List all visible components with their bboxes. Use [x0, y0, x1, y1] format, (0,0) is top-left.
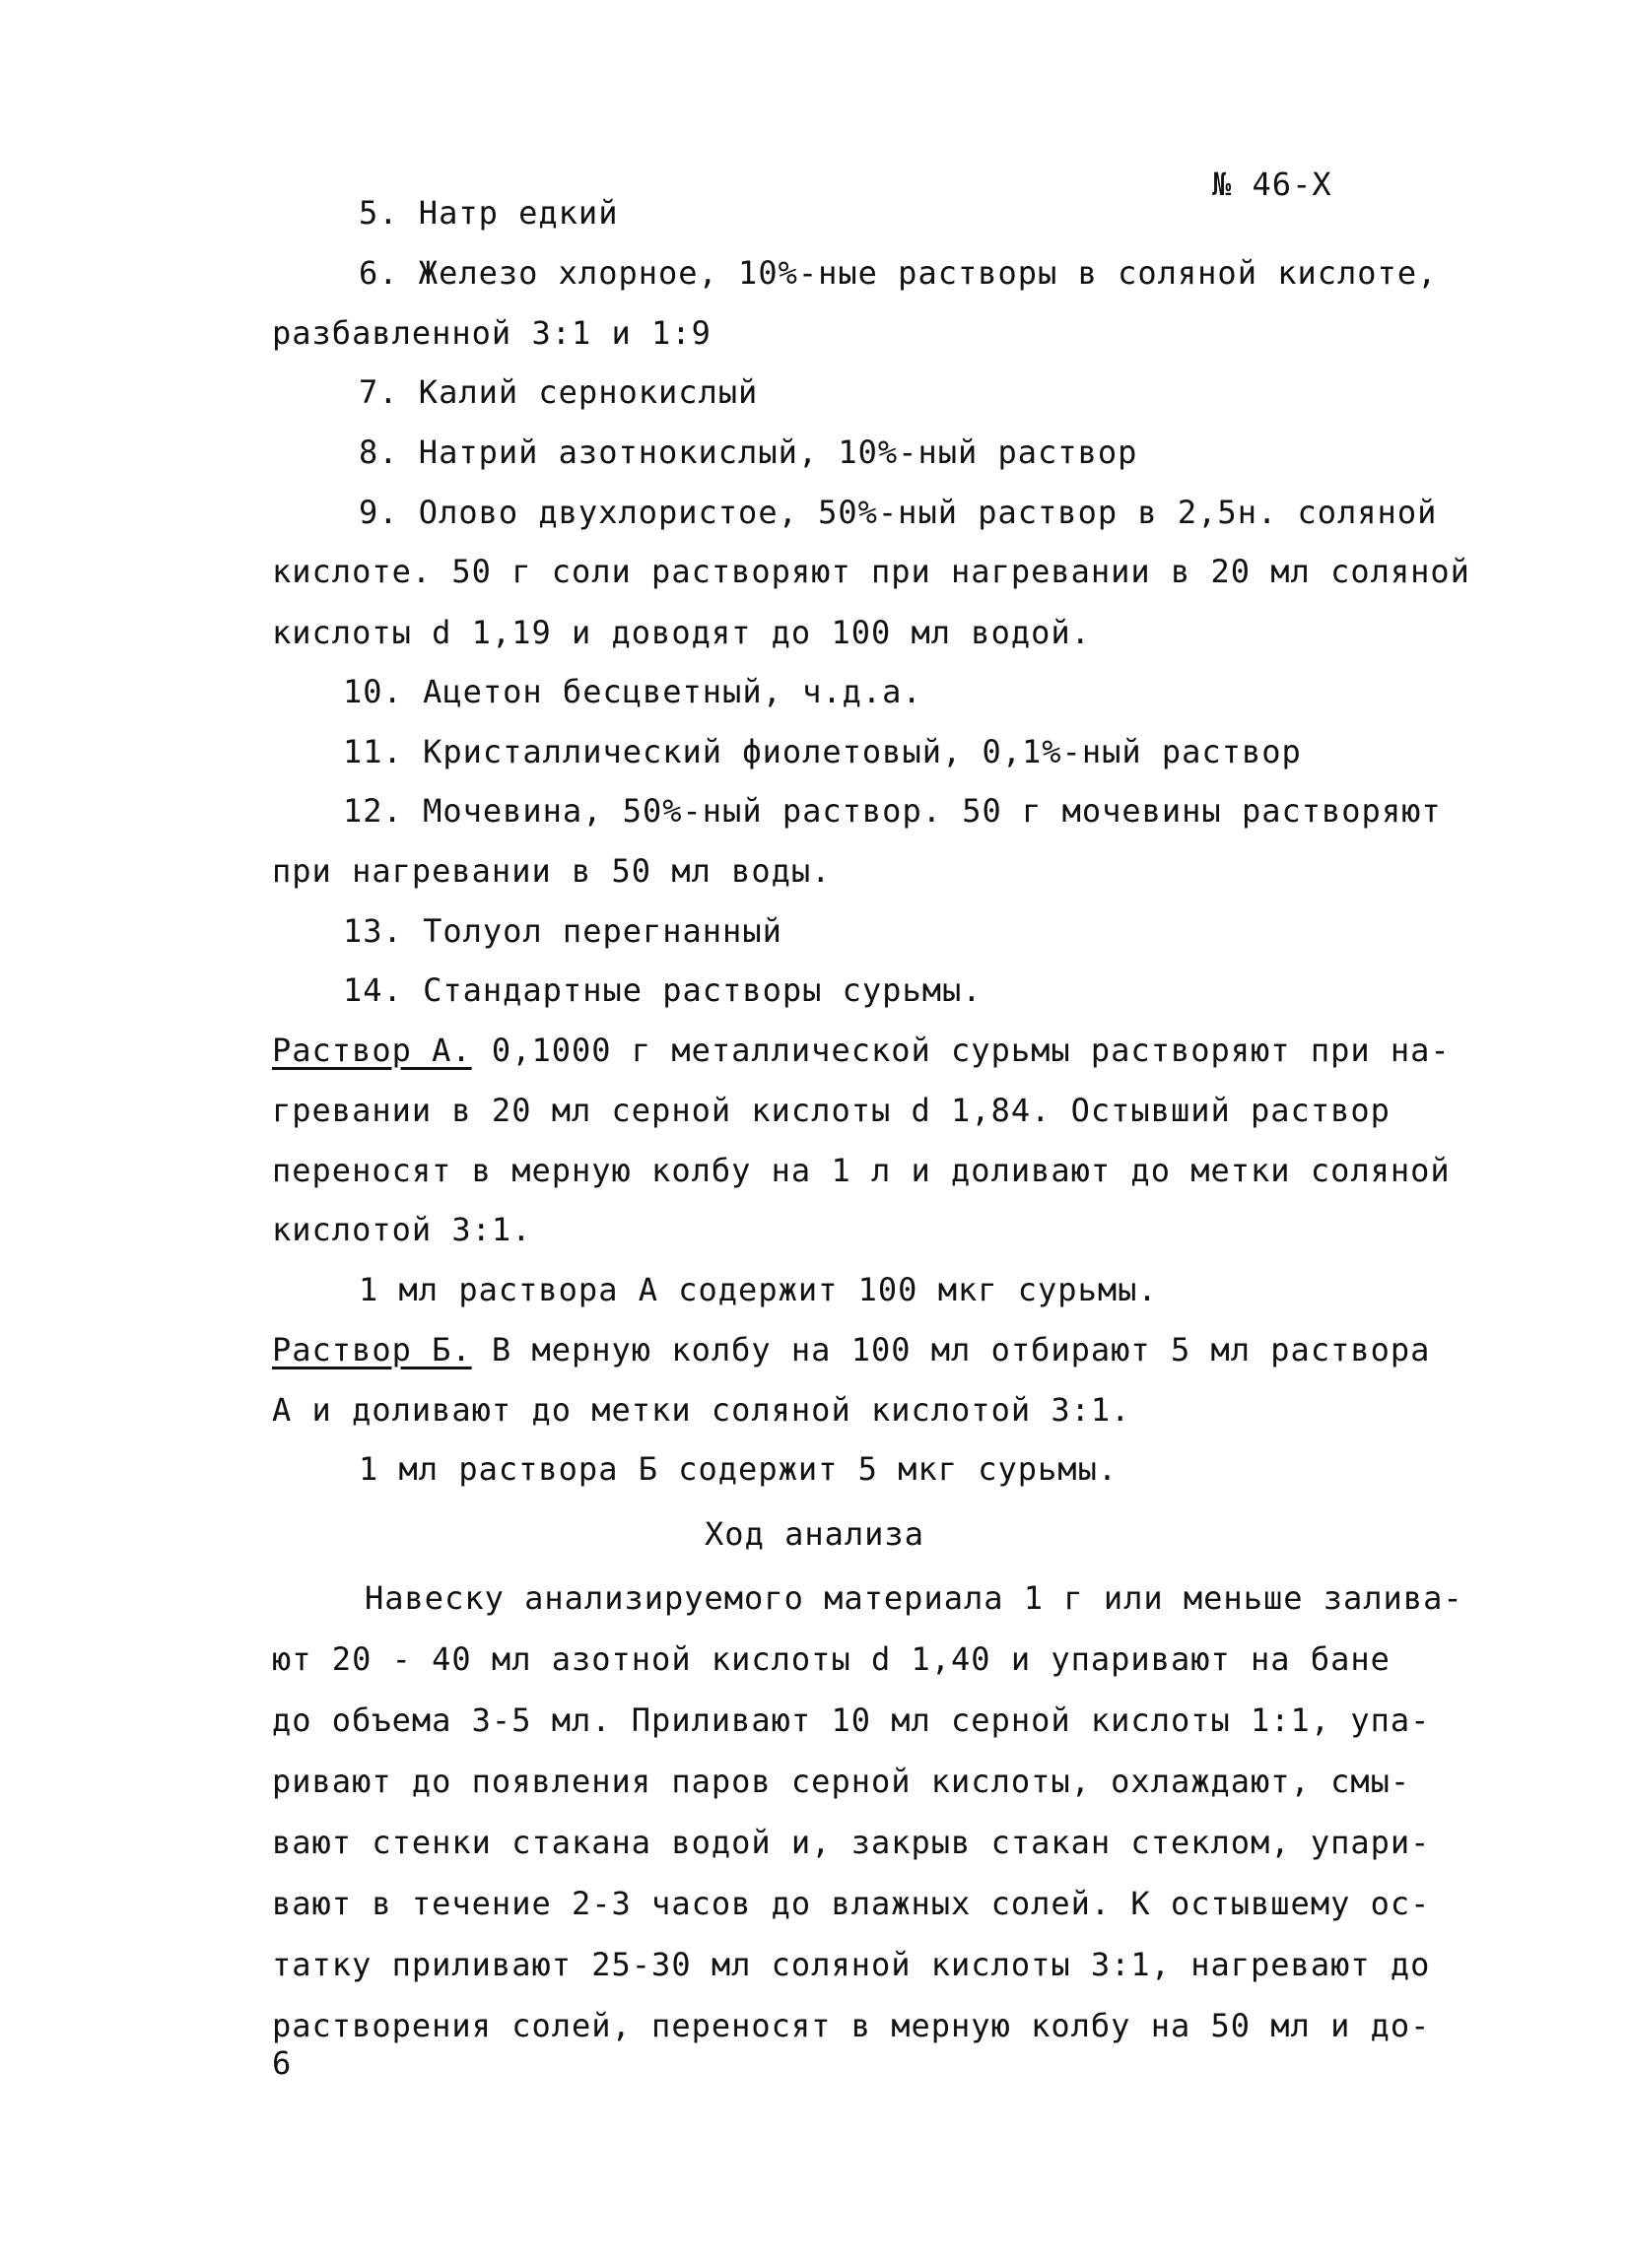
- item-number: 6.: [359, 254, 399, 292]
- solution-b-note: 1 мл раствора Б содержит 5 мкг сурьмы.: [359, 1450, 1119, 1488]
- item-text: Ацетон бесцветный, ч.д.а.: [423, 673, 922, 710]
- page-number: 6: [272, 2044, 292, 2082]
- item-number: 14.: [343, 971, 403, 1009]
- solution-a-line-3: переносят в мерную колбу на 1 л и доливают до метки соляной: [272, 1152, 1451, 1189]
- list-item-9-continuation-2: кислоты d 1,19 и доводят до 100 мл водой.: [272, 614, 1091, 651]
- item-text: Натрий азотнокислый, 10%-ный раствор: [418, 434, 1138, 471]
- solution-b-label: Раствор Б.: [272, 1331, 472, 1368]
- item-number: 13.: [343, 912, 403, 950]
- list-item-12-continuation: при нагревании в 50 мл воды.: [272, 852, 832, 890]
- solution-a-line-4: кислотой 3:1.: [272, 1211, 532, 1248]
- analysis-line-5: вают стенки стакана водой и, закрыв стакан стеклом, упари-: [272, 1824, 1431, 1861]
- item-text: Стандартные растворы сурьмы.: [423, 971, 983, 1009]
- analysis-line-6: вают в течение 2-3 часов до влажных солей. К остывшему ос-: [272, 1885, 1431, 1922]
- list-item-5: [359, 193, 618, 233]
- analysis-line-3: до объема 3-5 мл. Приливают 10 мл серной кислоты 1:1, упа-: [272, 1701, 1431, 1739]
- solution-b-paragraph: [272, 1330, 1430, 1369]
- list-item-8: [359, 433, 1137, 472]
- analysis-line-7: татку приливают 25-30 мл соляной кислоты 3:1, нагревают до: [272, 1946, 1431, 1983]
- list-item-13: [343, 911, 782, 951]
- list-item-6-continuation: разбавленной 3:1 и 1:9: [272, 314, 712, 352]
- item-number: 11.: [343, 733, 403, 770]
- solution-b-line-2: А и доливают до метки соляной кислотой 3:1.: [272, 1391, 1131, 1429]
- section-heading: Ход анализа: [705, 1515, 924, 1553]
- analysis-line-2: ют 20 - 40 мл азотной кислоты d 1,40 и упаривают на бане: [272, 1640, 1391, 1678]
- list-item-9-continuation: кислоте. 50 г соли растворяют при нагревании в 20 мл соляной: [272, 553, 1470, 590]
- list-item-14: [343, 970, 983, 1010]
- item-text: Мочевина, 50%-ный раствор. 50 г мочевины растворяют: [423, 792, 1442, 830]
- item-number: 12.: [343, 792, 403, 830]
- solution-b-line-1: В мерную колбу на 100 мл отбирают 5 мл раствора: [471, 1331, 1431, 1368]
- item-number: 10.: [343, 673, 403, 710]
- item-text: Толуол перегнанный: [423, 912, 782, 950]
- list-item-10: [343, 672, 922, 711]
- list-item-7: [359, 372, 758, 412]
- solution-a-note: 1 мл раствора А содержит 100 мкг сурьмы.: [359, 1271, 1158, 1308]
- item-text: Кристаллический фиолетовый, 0,1%-ный раствор: [423, 733, 1302, 770]
- list-item-9: [359, 493, 1437, 532]
- item-number: 7.: [359, 373, 399, 411]
- item-number: 8.: [359, 434, 399, 471]
- item-number: 5.: [359, 194, 399, 232]
- solution-a-line-2: гревании в 20 мл серной кислоты d 1,84. Остывший раствор: [272, 1092, 1391, 1129]
- solution-a-line-1: 0,1000 г металлической сурьмы растворяют при на-: [471, 1032, 1451, 1069]
- item-number: 9.: [359, 494, 399, 531]
- analysis-line-1: Навеску анализируемого материала 1 г или меньше залива-: [365, 1579, 1463, 1617]
- analysis-line-4: ривают до появления паров серной кислоты, охлаждают, смы-: [272, 1763, 1411, 1800]
- document-number: № 46-Х: [1212, 166, 1332, 203]
- list-item-11: [343, 732, 1302, 771]
- list-item-12: [343, 791, 1442, 831]
- analysis-line-8: растворения солей, переносят в мерную колбу на 50 мл и до-: [272, 2007, 1431, 2044]
- item-text: Олово двухлористое, 50%-ный раствор в 2,5н. соляной: [418, 494, 1438, 531]
- solution-a-label: Раствор А.: [272, 1032, 472, 1069]
- item-text: Железо хлорное, 10%-ные растворы в соляной кислоте,: [418, 254, 1438, 292]
- item-text: Натр едкий: [418, 194, 619, 232]
- list-item-6: [359, 253, 1437, 293]
- item-text: Калий сернокислый: [418, 373, 759, 411]
- solution-a-paragraph: [272, 1031, 1451, 1070]
